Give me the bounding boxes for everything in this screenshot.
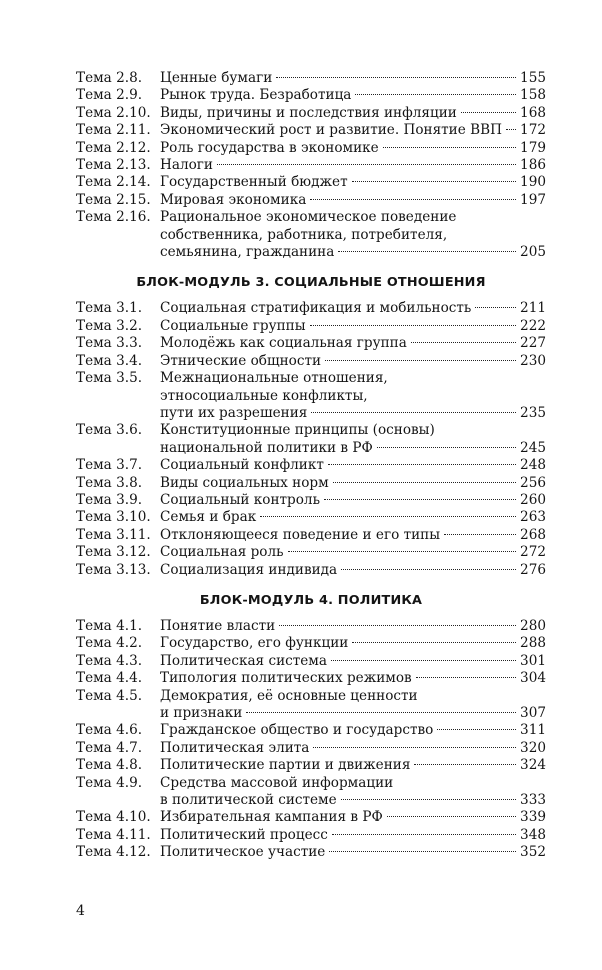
page-ref: 230 (520, 352, 546, 369)
toc-entry (76, 457, 546, 474)
topic-title-line: Социальная стратификация и мобильность (160, 300, 472, 317)
topic-title (160, 353, 546, 370)
page-ref: 186 (520, 157, 546, 174)
table-of-contents (76, 70, 546, 862)
topic-title-line: Государственный бюджет (160, 174, 348, 191)
toc-entry (76, 527, 546, 544)
dot-leader (411, 342, 516, 343)
topic-title-line: Социальные группы (160, 317, 306, 334)
topic-title-line: Социализация индивида (160, 561, 338, 578)
toc-entry (76, 775, 546, 810)
topic-title-line: Семья и брак (160, 509, 257, 526)
toc-entry (76, 300, 546, 317)
page-ref: 324 (520, 757, 546, 774)
page-ref: 190 (520, 174, 546, 191)
dot-leader (352, 642, 516, 643)
page-ref: 248 (520, 457, 546, 474)
dot-leader (387, 816, 516, 817)
topic-number: Тема 4.12. (76, 844, 151, 861)
topic-title-last-line (160, 140, 546, 157)
dot-leader (437, 729, 516, 730)
dot-leader (325, 360, 516, 361)
page-ref: 352 (520, 844, 546, 861)
topic-title (160, 209, 546, 261)
topic-title (160, 422, 546, 457)
toc-entry (76, 618, 546, 635)
topic-title-line: и признаки (160, 705, 243, 721)
page-ref: 227 (520, 335, 546, 352)
topic-title (160, 457, 546, 474)
topic-title (160, 140, 546, 157)
topic-number: Тема 4.9. (76, 774, 143, 791)
topic-title (160, 475, 546, 492)
toc-entry (76, 670, 546, 687)
topic-title-line: собственника, работника, потребителя, (160, 226, 448, 243)
topic-number: Тема 4.5. (76, 687, 143, 704)
topic-number: Тема 2.15. (76, 191, 151, 208)
page-ref: 311 (520, 722, 546, 739)
topic-title (160, 757, 546, 774)
dot-leader (328, 464, 516, 465)
page-ref: 158 (520, 87, 546, 104)
page-ref: 268 (520, 526, 546, 543)
topic-title (160, 562, 546, 579)
toc-entry (76, 635, 546, 652)
topic-title-last-line (160, 157, 546, 174)
toc-entry (76, 809, 546, 826)
topic-title-line: Виды, причины и последствия инфляции (160, 104, 457, 121)
topic-title (160, 492, 546, 509)
toc-entry (76, 370, 546, 422)
topic-number: Тема 3.1. (76, 300, 143, 317)
topic-title-line: семьянина, гражданина (160, 244, 335, 261)
topic-number: Тема 3.11. (76, 526, 151, 543)
topic-title (160, 157, 546, 174)
toc-entry (76, 844, 546, 861)
toc-entry (76, 722, 546, 739)
page-ref: 304 (520, 670, 546, 687)
page-ref: 205 (520, 244, 546, 261)
toc-entry (76, 757, 546, 774)
topic-title-line: Политический процесс (160, 826, 328, 843)
dot-leader (276, 77, 516, 78)
topic-title-last-line (160, 300, 546, 317)
topic-number: Тема 4.1. (76, 617, 143, 634)
topic-title-last-line (160, 192, 546, 209)
toc-entry (76, 827, 546, 844)
page-ref: 256 (520, 474, 546, 491)
topic-title-last-line (160, 475, 546, 492)
topic-title-last-line (160, 740, 546, 757)
topic-title (160, 740, 546, 757)
toc-entry (76, 509, 546, 526)
topic-title-line: Средства массовой информации (160, 774, 394, 791)
dot-leader (329, 851, 516, 852)
topic-title-line: Виды социальных норм (160, 474, 329, 491)
topic-title (160, 335, 546, 352)
topic-title-line: пути их разрешения (160, 404, 308, 421)
toc-entry (76, 422, 546, 457)
toc-entry (76, 318, 546, 335)
topic-title-last-line (160, 105, 546, 122)
topic-title-last-line (160, 670, 546, 687)
topic-title (160, 722, 546, 739)
topic-title-line: Политическая элита (160, 739, 310, 756)
topic-title (160, 87, 546, 104)
dot-leader (352, 181, 516, 182)
topic-title-last-line (160, 122, 546, 139)
topic-title-last-line (160, 405, 546, 422)
topic-title (160, 544, 546, 561)
page-ref: 172 (520, 122, 546, 139)
toc-entry (76, 544, 546, 561)
topic-title (160, 844, 546, 861)
page-ref: 222 (520, 317, 546, 334)
topic-title (160, 192, 546, 209)
toc-entry (76, 209, 546, 261)
topic-number: Тема 4.3. (76, 652, 143, 669)
page-ref: 339 (520, 809, 546, 826)
topic-number: Тема 4.7. (76, 739, 143, 756)
topic-number: Тема 2.13. (76, 157, 151, 174)
topic-title-line: Типология политических режимов (160, 670, 412, 687)
dot-leader (341, 569, 516, 570)
topic-title-last-line (160, 527, 546, 544)
topic-title-last-line (160, 653, 546, 670)
topic-title (160, 370, 546, 422)
dot-leader (310, 325, 517, 326)
topic-title-last-line (160, 440, 546, 457)
topic-title-last-line (160, 635, 546, 652)
page-ref: 245 (520, 439, 546, 456)
dot-leader (377, 447, 516, 448)
topic-number: Тема 3.13. (76, 561, 151, 578)
dot-leader (444, 534, 516, 535)
toc-entry (76, 192, 546, 209)
toc-entry (76, 157, 546, 174)
topic-title (160, 809, 546, 826)
toc-entry (76, 140, 546, 157)
topic-title (160, 122, 546, 139)
page-ref: 168 (520, 104, 546, 121)
topic-title-last-line (160, 844, 546, 861)
topic-title-line: Государство, его функции (160, 635, 349, 652)
topic-number: Тема 2.10. (76, 104, 151, 121)
dot-leader (506, 129, 516, 130)
dot-leader (288, 551, 517, 552)
topic-number: Тема 3.10. (76, 509, 151, 526)
toc-entry (76, 475, 546, 492)
page-ref: 348 (520, 826, 546, 843)
page-ref: 288 (520, 635, 546, 652)
topic-title (160, 174, 546, 191)
topic-number: Тема 2.14. (76, 174, 151, 191)
toc-entry (76, 174, 546, 191)
page-ref: 263 (520, 509, 546, 526)
topic-title (160, 670, 546, 687)
toc-entry (76, 492, 546, 509)
topic-title-line: Гражданское общество и государство (160, 722, 434, 739)
page-ref: 320 (520, 739, 546, 756)
dot-leader (416, 677, 516, 678)
dot-leader (461, 112, 516, 113)
dot-leader (217, 164, 516, 165)
dot-leader (313, 747, 516, 748)
dot-leader (383, 147, 516, 148)
dot-leader (279, 625, 516, 626)
topic-title-last-line (160, 722, 546, 739)
topic-title (160, 300, 546, 317)
topic-title (160, 653, 546, 670)
topic-title (160, 70, 546, 87)
topic-title-line: Рациональное экономическое поведение (160, 209, 457, 226)
topic-number: Тема 4.6. (76, 722, 143, 739)
topic-title-line: Межнациональные отношения, (160, 370, 388, 387)
topic-title-line: Ценные бумаги (160, 70, 273, 86)
topic-title-line: Роль государства в экономике (160, 139, 379, 156)
topic-title-line: Конституционные принципы (основы) (160, 422, 435, 439)
topic-title-line: Экономический рост и развитие. Понятие ВВП (160, 122, 502, 139)
toc-section (76, 593, 546, 862)
topic-title (160, 105, 546, 122)
page-number: 4 (76, 903, 85, 919)
topic-number: Тема 3.8. (76, 474, 143, 491)
topic-title-last-line (160, 87, 546, 104)
dot-leader (332, 834, 516, 835)
topic-title-line: Молодёжь как социальная группа (160, 335, 407, 352)
topic-title-line: Социальная роль (160, 544, 284, 561)
topic-title-line: Политические партии и движения (160, 757, 411, 774)
topic-title-line: Понятие власти (160, 617, 276, 634)
topic-number: Тема 2.9. (76, 87, 143, 104)
topic-title-last-line (160, 618, 546, 635)
topic-title-line: Демократия, её основные ценности (160, 687, 418, 704)
topic-title-line: Отклоняющееся поведение и его типы (160, 526, 441, 543)
topic-number: Тема 4.10. (76, 809, 151, 826)
topic-title-line: этносоциальные конфликты, (160, 387, 368, 404)
topic-title (160, 827, 546, 844)
dot-leader (341, 799, 516, 800)
topic-title-line: Рынок труда. Безработица (160, 87, 352, 104)
toc-section (76, 70, 546, 261)
toc-entry (76, 562, 546, 579)
toc-entry (76, 70, 546, 87)
topic-title-last-line (160, 705, 546, 722)
topic-title-line: Социальный контроль (160, 491, 320, 508)
topic-title-last-line (160, 70, 546, 87)
toc-entry (76, 87, 546, 104)
topic-number: Тема 4.4. (76, 670, 143, 687)
topic-title-last-line (160, 318, 546, 335)
topic-title-line: в политической системе (160, 792, 337, 809)
page-ref: 280 (520, 617, 546, 634)
topic-title-last-line (160, 562, 546, 579)
topic-title-last-line (160, 792, 546, 809)
topic-title-last-line (160, 174, 546, 191)
page-ref: 211 (520, 300, 546, 317)
topic-title-last-line (160, 757, 546, 774)
page-ref: 276 (520, 561, 546, 578)
dot-leader (310, 199, 516, 200)
dot-leader (355, 94, 516, 95)
topic-title-last-line (160, 809, 546, 826)
dot-leader (311, 412, 516, 413)
topic-number: Тема 3.7. (76, 457, 143, 474)
topic-title (160, 618, 546, 635)
topic-title-line: Этнические общности (160, 352, 322, 369)
page-ref: 272 (520, 544, 546, 561)
page-ref: 155 (520, 70, 546, 86)
toc-section (76, 275, 546, 579)
topic-number: Тема 3.5. (76, 370, 143, 387)
topic-title-last-line (160, 492, 546, 509)
topic-number: Тема 3.12. (76, 544, 151, 561)
topic-title-line: Мировая экономика (160, 191, 307, 208)
topic-number: Тема 3.9. (76, 491, 143, 508)
topic-title-last-line (160, 335, 546, 352)
topic-number: Тема 4.11. (76, 826, 151, 843)
topic-title-last-line (160, 544, 546, 561)
dot-leader (475, 307, 516, 308)
topic-title-line: Налоги (160, 157, 213, 174)
topic-number: Тема 3.4. (76, 352, 143, 369)
toc-entry (76, 122, 546, 139)
topic-title-last-line (160, 244, 546, 261)
topic-title (160, 688, 546, 723)
dot-leader (333, 482, 516, 483)
page-ref: 260 (520, 491, 546, 508)
topic-title-line: Политическое участие (160, 844, 326, 861)
topic-title-last-line (160, 509, 546, 526)
toc-entry (76, 105, 546, 122)
topic-title-last-line (160, 827, 546, 844)
topic-title (160, 775, 546, 810)
topic-number: Тема 4.8. (76, 757, 143, 774)
page-ref: 235 (520, 404, 546, 421)
page-ref: 307 (520, 705, 546, 721)
dot-leader (338, 251, 516, 252)
topic-title (160, 509, 546, 526)
toc-entry (76, 653, 546, 670)
topic-title (160, 318, 546, 335)
topic-title (160, 635, 546, 652)
topic-title-last-line (160, 353, 546, 370)
block-module-heading: БЛОК-МОДУЛЬ 4. ПОЛИТИКА (199, 592, 423, 608)
topic-number: Тема 4.2. (76, 635, 143, 652)
dot-leader (414, 764, 516, 765)
block-module-heading: БЛОК-МОДУЛЬ 3. СОЦИАЛЬНЫЕ ОТНОШЕНИЯ (136, 275, 486, 291)
page-ref: 333 (520, 792, 546, 809)
topic-number: Тема 3.2. (76, 317, 143, 334)
topic-number: Тема 2.16. (76, 209, 151, 226)
topic-title-last-line (160, 457, 546, 474)
page-ref: 197 (520, 191, 546, 208)
topic-number: Тема 2.12. (76, 139, 151, 156)
page-ref: 301 (520, 652, 546, 669)
dot-leader (324, 499, 516, 500)
toc-entry (76, 335, 546, 352)
toc-entry (76, 688, 546, 723)
topic-number: Тема 2.11. (76, 122, 151, 139)
page-ref: 179 (520, 139, 546, 156)
toc-entry (76, 740, 546, 757)
dot-leader (260, 516, 516, 517)
topic-title-line: национальной политики в РФ (160, 439, 373, 456)
topic-number: Тема 3.3. (76, 335, 143, 352)
topic-title-line: Избирательная кампания в РФ (160, 809, 383, 826)
toc-entry (76, 353, 546, 370)
dot-leader (246, 712, 516, 713)
dot-leader (331, 660, 516, 661)
topic-number: Тема 3.6. (76, 422, 143, 439)
topic-title-line: Политическая система (160, 652, 327, 669)
topic-title-line: Социальный конфликт (160, 457, 324, 474)
topic-number: Тема 2.8. (76, 70, 143, 86)
topic-title (160, 527, 546, 544)
